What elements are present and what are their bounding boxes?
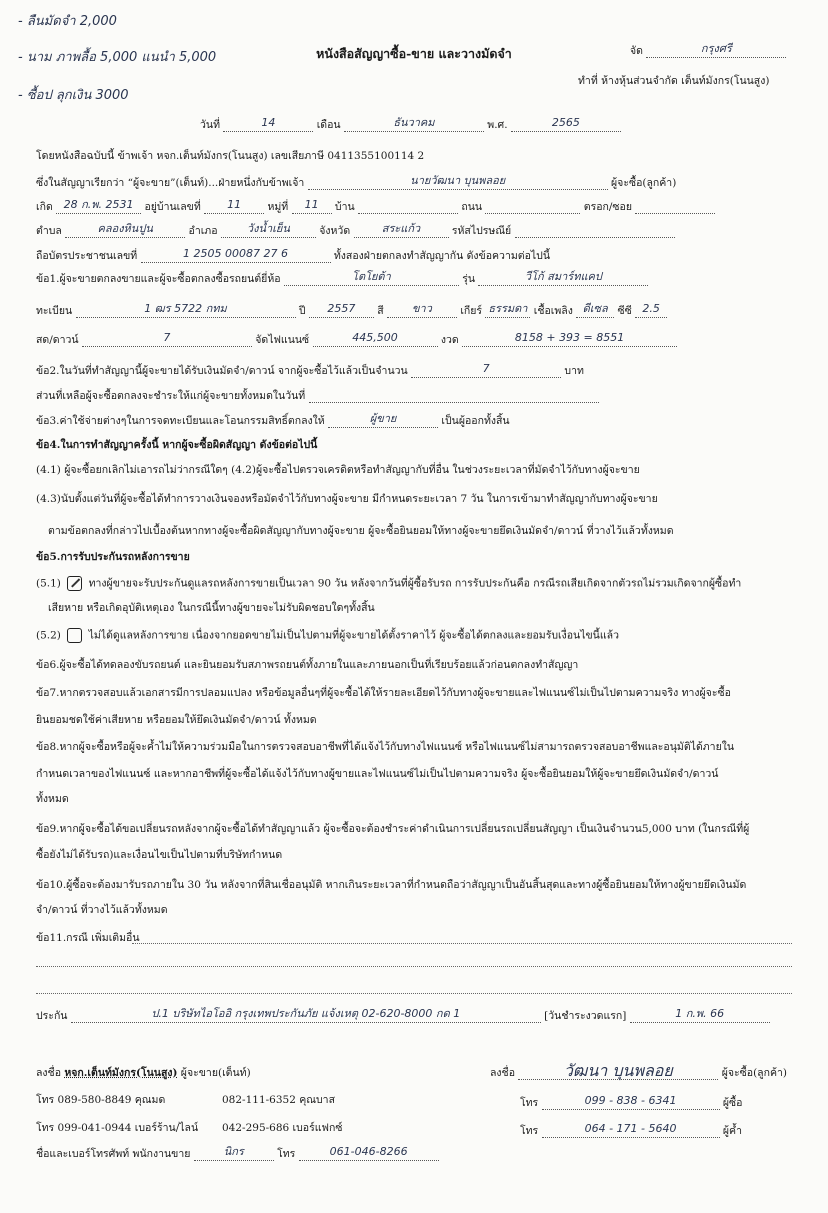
clause5-1-text: ทางผู้ขายจะรับประกันดูแลรถหลังการขายเป็นเวลา 90 วัน หลังจากวันที่ผู้ซื้อรับรถ การรับประกันคือ กรณีรถเสียเกิดจากตัวรถไม่รวมเกิดจากผู้ซื้อทำ [88, 577, 742, 590]
place: ทำที่ ห้างหุ้นส่วนจำกัด เต็นท์มังกร(โนนสูง) [578, 75, 770, 87]
first-payment-label: [วันชำระงวดแรก] [544, 1010, 627, 1022]
buyer-tel-role: ผู้ซื้อ [722, 1097, 743, 1109]
car-brand: โตโยต้า [352, 270, 391, 283]
clause5-2-label: (5.2) [36, 629, 61, 642]
clause5-1-label: (5.1) [36, 577, 61, 590]
staff-tel: 061-046-8266 [329, 1145, 408, 1158]
clause8c: ทั้งหมด [36, 793, 69, 805]
no-warranty-checkbox[interactable] [67, 628, 82, 643]
staff-tel-label: โทร [277, 1148, 296, 1160]
guarantor-tel: 064 - 171 - 5640 [584, 1122, 677, 1135]
model-label: รุ่น [462, 273, 476, 285]
buyer-signature [490, 1061, 787, 1080]
guarantor-tel-role: ผู้ค้ำ [722, 1125, 742, 1137]
clause3-text: ข้อ3.ค่าใช้จ่ายต่างๆในการจดทะเบียนและโอนกรรมสิทธิ์ตกลงให้ [36, 415, 325, 427]
province-value: กรุงศรี [700, 42, 732, 55]
soi-label: ตรอก/ซอย [583, 201, 633, 213]
car-color: ขาว [412, 302, 432, 315]
month-value: ธันวาคม [393, 116, 435, 129]
clause9b: ซื้อยังไม่ได้รับรถ)และเงื่อนไขเป็นไปตามที่บริษัทกำหนด [36, 849, 283, 861]
buyer-name: นายวัฒนา บุนพลอย [410, 174, 506, 187]
clause4-3a: (4.3)นับตั้งแต่วันที่ผู้จะซื้อได้ทำการวางเงินจองหรือมัดจำไว้กับทางผู้จะขาย มีกำหนดระยะเวลา 7 วัน ในการเข้ามาทำสัญญากับทางผู้จะขาย [36, 493, 658, 505]
road-label: ถนน [461, 201, 483, 213]
car-row3 [36, 333, 677, 347]
clause11-line1 [132, 943, 792, 944]
cc-label: ซีซี [617, 305, 632, 317]
buyer-tel: 099 - 838 - 6341 [584, 1094, 677, 1107]
clause8b: กำหนดเวลาของไฟแนนซ์ และหากอาชีพที่ผู้จะซื้อได้แจ้งไว้กับทางผู้ขายและไฟแนนซ์ไม่เป็นไปตามความจริง ผู้จะซื้อยินยอมให้ผู้จะขายยึดเงินมัดจำ/ดาวน์ [36, 768, 719, 780]
amphoe-value: วังน้ำเย็น [246, 222, 290, 235]
seller-signature [36, 1066, 251, 1080]
car-row1 [36, 272, 648, 286]
clause8a: ข้อ8.หากผู้จะซื้อหรือผู้จะค้ำไม่ให้ความร่วมมือในการตรวจสอบอาชีพที่ได้แจ้งไว้กับทางไฟแนนซ์ หรือไฟแนนซ์ไม่สามารถตรวจสอบอาชีพและอนุมัติได้ภายใน [36, 741, 735, 753]
id-value: 1 2505 00087 27 6 [183, 247, 289, 260]
buyer-tel-label: โทร [520, 1097, 539, 1109]
clause3-row [36, 414, 510, 428]
guarantor-tel-label: โทร [520, 1125, 539, 1137]
buyer-signature-value: วัฒนา บุนพลอย [563, 1061, 673, 1080]
address-row2 [36, 224, 675, 238]
car-gear: ธรรมดา [488, 302, 528, 315]
clause2-balance-text: ส่วนที่เหลือผู้จะซื้อตกลงจะชำระให้แก่ผู้จะขายทั้งหมดในวันที่ [36, 390, 306, 402]
phone-3: โทร 099-041-0944 เบอร์ร้าน/ไลน์ [36, 1122, 199, 1134]
note-1: - ลืนมัดจำ 2,000 [18, 14, 117, 29]
clause5-2-text: ไม่ได้ดูแลหลังการขาย เนื่องจากยอดขายไม่เป็นไปตามที่ผู้จะขายได้ตั้งราคาไว้ ผู้จะซื้อได้ตกลงและยอมรับเงื่อนไขนี้แล้ว [88, 629, 619, 642]
id-label: ถือบัตรประชาชนเลขที่ [36, 250, 138, 262]
reg-label: ทะเบียน [36, 305, 73, 317]
clause2-row [36, 364, 584, 378]
zip-label: รหัสไปรษณีย์ [451, 225, 512, 237]
clause5-1c: เสียหาย หรือเกิดอุบัติเหตุเอง ในกรณีนี้ทางผู้ขายจะไม่รับผิดชอบใดๆทั้งสิ้น [48, 602, 375, 614]
clause6: ข้อ6.ผู้จะซื้อได้ทดลองขับรถยนต์ และยินยอมรับสภาพรถยนต์ทั้งภายในและภายนอกเป็นที่เรียบร้อยแล้วก่อนตกลงทำสัญญา [36, 659, 579, 671]
first-payment-value: 1 ก.พ. 66 [675, 1007, 725, 1020]
finance-value: 445,500 [352, 331, 398, 344]
clause4: ข้อ4.ในการทำสัญญาครั้งนี้ หากผู้จะซื้อผิดสัญญา ดังข้อต่อไปนี้ [36, 439, 318, 451]
intro-line2 [36, 176, 676, 190]
fuel-label: เชื้อเพลิง [533, 305, 573, 317]
address-province-label: จังหวัด [319, 225, 351, 237]
clause2-value: 7 [482, 362, 490, 375]
address-row1 [36, 200, 715, 214]
moo-value: 11 [304, 198, 319, 211]
seller-name: หจก.เต็นท์มังกร(โนนสูง) [64, 1067, 178, 1079]
buyer-sign-label: ลงชื่อ [490, 1067, 515, 1079]
clause4-1: (4.1) ผู้จะซื้อยกเลิกไม่เอารถไม่ว่ากรณีใดๆ (4.2)ผู้จะซื้อไปตรวจเครดิตหรือทำสัญญากับที่อื่น ในช่วงระยะเวลาที่มัดจำไว้กับทางผู้จะขาย [36, 464, 640, 476]
day-label: วันที่ [200, 119, 220, 131]
tambon-label: ตำบล [36, 225, 62, 237]
buyer-role: ผู้จะซื้อ(ลูกค้า) [611, 177, 677, 189]
note-2: - นาม ภาพลื้อ 5,000 แนนำ 5,000 [18, 50, 217, 65]
staff-name: นิกร [223, 1145, 244, 1158]
id-row [36, 249, 550, 263]
car-model: วีโก้ สมาร์ทแคป [524, 270, 602, 283]
clause7b: ยินยอมชดใช้ค่าเสียหาย หรือยอมให้ยึดเงินมัดจำ/ดาวน์ ทั้งหมด [36, 714, 317, 726]
clause4-3b: ตามข้อตกลงที่กล่าวไปเบื้องต้นหากทางผู้จะซื้อผิดสัญญากับทางผู้จะขาย ผู้จะซื้อยินยอมให้ทางผู้จะขายยึดเงินมัดจำ/ดาวน์ ที่วางไว้แล้วทั้งหมด [48, 525, 674, 537]
down-label: สด/ดาวน์ [36, 334, 79, 346]
car-cc: 2.5 [642, 302, 660, 315]
car-reg: 1 ฒร 5722 กทม [144, 302, 227, 315]
clause11: ข้อ11.กรณี เพิ่มเติมอื่น [36, 932, 140, 944]
car-fuel: ดีเซล [582, 302, 608, 315]
install-value: 8158 + 393 = 8551 [514, 331, 625, 344]
moo-label: หมู่ที่ [267, 201, 289, 213]
year-value: 2565 [551, 116, 580, 129]
fax: 042-295-686 เบอร์แฟกซ์ [222, 1122, 343, 1134]
sales-staff-row [36, 1147, 439, 1161]
party-text: ซึ่งในสัญญาเรียกว่า “ผู้จะขาย”(เต็นท์)...ฝ่ายหนึ่งกับข้าพเจ้า [36, 177, 305, 189]
seller-role: ผู้จะขาย(เต็นท์) [180, 1067, 251, 1079]
born-label: เกิด [36, 201, 53, 213]
phone-2: 082-111-6352 คุณบาส [222, 1094, 335, 1106]
clause3-tail: เป็นผู้ออกทั้งสิ้น [441, 415, 510, 427]
buyer-phone-row [520, 1096, 742, 1110]
clause10b: จำ/ดาวน์ ที่วางไว้แล้วทั้งหมด [36, 904, 168, 916]
note-3: - ซื้อป ลุกเงิน 3000 [18, 88, 129, 103]
warranty-90days-checkbox[interactable] [67, 576, 82, 591]
day-value: 14 [261, 116, 276, 129]
amphoe-label: อำเภอ [188, 225, 218, 237]
insurance-label: ประกัน [36, 1010, 68, 1022]
month-label: เดือน [316, 119, 341, 131]
seller-sign-label: ลงชื่อ [36, 1067, 61, 1079]
car-year: 2557 [327, 302, 356, 315]
buyer-sign-role: ผู้จะซื้อ(ลูกค้า) [721, 1067, 787, 1079]
address-province-value: สระแก้ว [381, 222, 421, 235]
phone-1: โทร 089-580-8849 คุณมด [36, 1094, 166, 1106]
staff-label: ชื่อและเบอร์โทรศัพท์ พนักงานขาย [36, 1148, 191, 1160]
province-label: จัด [630, 45, 643, 57]
car-row2 [36, 304, 667, 318]
insurance-value: ป.1 บริษัทไอโออิ กรุงเทพประกันภัย แจ้งเหตุ 02-620-8000 กด 1 [151, 1007, 461, 1020]
intro-line1: โดยหนังสือฉบับนี้ ข้าพเจ้า หจก.เต็นท์มังกร(โนนสูง) เลขเสียภาษี 0411355100114 2 [36, 150, 425, 162]
ban-label: บ้าน [334, 201, 355, 213]
clause10a: ข้อ10.ผู้ซื้อจะต้องมารับรถภายใน 30 วัน หลังจากที่สินเชื่ออนุมัติ หากเกินระยะเวลาที่กำหนดถือว่าสัญญาเป็นอันสิ้นสุดและทางผู้ซื้อยินยอมให้ทางผู้ขายยึดเงินมัด [36, 879, 747, 891]
id-tail: ทั้งสองฝ่ายตกลงทำสัญญากัน ดังข้อความต่อไปนี้ [333, 250, 551, 262]
year-label: พ.ศ. [487, 119, 508, 131]
clause11-line2 [36, 966, 792, 967]
clause2-balance [36, 389, 599, 403]
clause5-1 [36, 576, 741, 591]
house-value: 11 [227, 198, 242, 211]
clause9a: ข้อ9.หากผู้จะซื้อได้ขอเปลี่ยนรถหลังจากผู้จะซื้อได้ทำสัญญาแล้ว ผู้จะซื้อจะต้องชำระค่าดำเนินการเปลี่ยนรถเปลี่ยนสัญญา เป็นเงินจำนวน5,000 บาท (ในกรณีที่ผู้ [36, 823, 750, 835]
baht-label: บาท [564, 365, 584, 377]
province-field [630, 44, 786, 58]
insurance-row [36, 1009, 770, 1023]
clause5: ข้อ5.การรับประกันรถหลังการขาย [36, 551, 190, 563]
car-year-label: ปี [298, 305, 306, 317]
born-value: 28 ก.พ. 2531 [63, 198, 134, 211]
date-row [200, 118, 621, 132]
clause5-2 [36, 628, 619, 643]
color-label: สี [377, 305, 384, 317]
tambon-value: คลองหินปูน [97, 222, 153, 235]
clause11-line3 [36, 993, 792, 994]
guarantor-phone-row [520, 1124, 742, 1138]
down-value: 7 [163, 331, 171, 344]
gear-label: เกียร์ [460, 305, 483, 317]
finance-label: จัดไฟแนนซ์ [255, 334, 310, 346]
clause7a: ข้อ7.หากตรวจสอบแล้วเอกสารมีการปลอมแปลง หรือข้อมูลอื่นๆที่ผู้จะซื้อได้ให้รายละเอียดไว้กับทางผู้จะขายและไฟแนนซ์ไม่เป็นไปตามความจริง ทางผู้จะซื้อ [36, 687, 731, 699]
install-label: งวด [440, 334, 459, 346]
clause2-text: ข้อ2.ในวันที่ทำสัญญานี้ผู้จะขายได้รับเงินมัดจำ/ดาวน์ จากผู้จะซื้อไว้แล้วเป็นจำนวน [36, 365, 408, 377]
house-label: อยู่บ้านเลขที่ [144, 201, 201, 213]
clause1-text: ข้อ1.ผู้จะขายตกลงขายและผู้จะซื้อตกลงซื้อรถยนต์ยี่ห้อ [36, 273, 281, 285]
clause3-value: ผู้ขาย [369, 412, 397, 425]
document-title: หนังสือสัญญาซื้อ-ขาย และวางมัดจำ [316, 46, 512, 61]
